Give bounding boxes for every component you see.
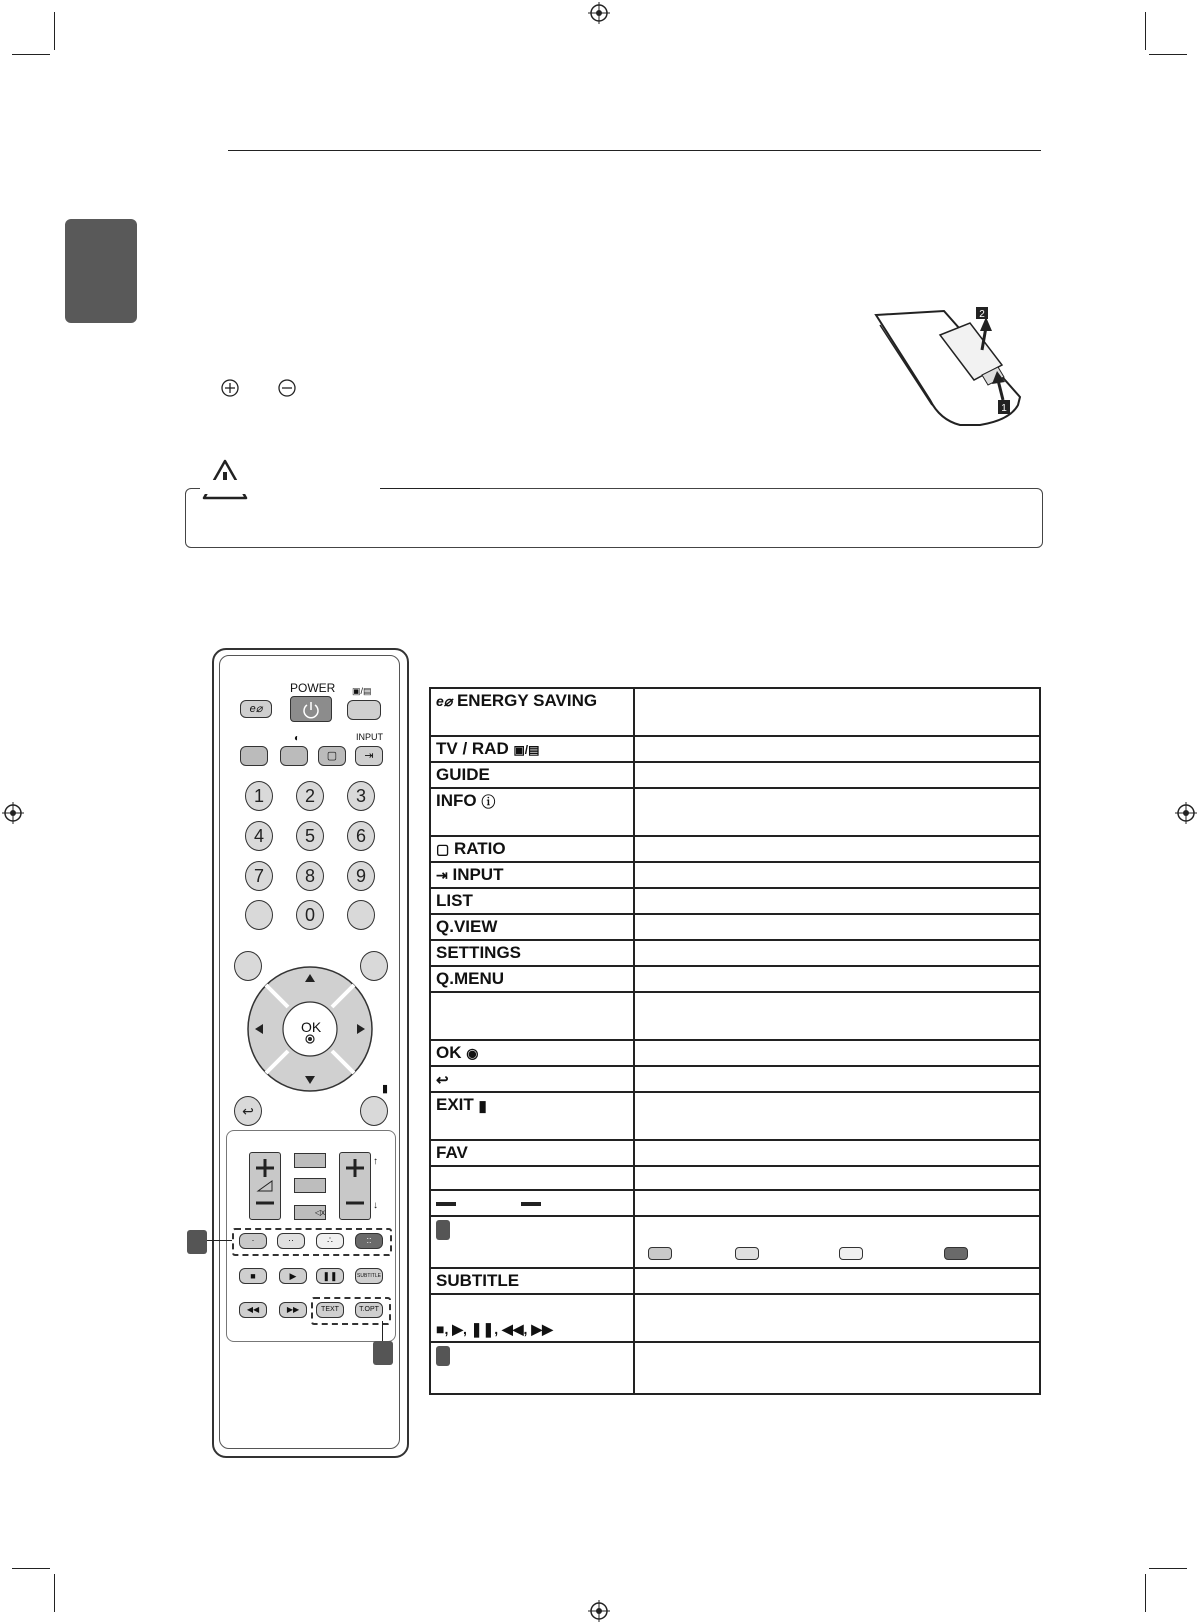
yellow-button-icon [839,1247,863,1260]
table-key-label: SETTINGS [436,943,522,962]
table-key-cell [430,862,634,888]
table-row [430,736,1040,762]
table-desc-cell [634,1040,1040,1066]
crop-mark [1149,54,1187,55]
callout-leader-a [207,1240,232,1241]
green-button[interactable]: ·· [277,1233,305,1249]
svg-text:1: 1 [1001,403,1007,414]
info-button[interactable] [280,746,308,766]
table-row [430,1190,1040,1216]
table-key-cell [430,1216,634,1268]
table-row [430,992,1040,1040]
table-key-cell [430,1166,634,1190]
power-button[interactable] [290,696,332,722]
table-key-label: INFO [436,791,477,810]
number-key-3[interactable]: 3 [347,781,375,811]
play-button[interactable]: ▶ [279,1268,307,1284]
table-row [430,1216,1040,1268]
crop-mark [12,54,50,55]
table-desc-cell [634,1092,1040,1140]
text-button[interactable]: TEXT [316,1302,344,1318]
mute-button[interactable]: ◁x [294,1205,326,1220]
exit-icon: ▮ [382,1083,389,1095]
table-desc-cell [634,688,1040,736]
ok-dot-icon: ◉ [466,1045,479,1062]
table-row [430,1140,1040,1166]
blue-button[interactable]: :: [355,1233,383,1249]
table-key-cell [430,1342,634,1394]
callout-marker-b [373,1341,393,1365]
table-key-label: ENERGY SAVING [456,691,598,710]
table-row [430,862,1040,888]
table-key-cell [430,688,634,736]
table-desc-cell [634,914,1040,940]
number-key-0[interactable]: 0 [296,900,324,930]
volume-bar-icon [436,1202,456,1206]
subtitle-button[interactable]: SUBTITLE [355,1268,383,1284]
input-label: INPUT [356,732,383,742]
table-key-cell [430,736,634,762]
callout-marker-a [187,1230,207,1254]
back-button[interactable]: ↩ [234,1096,262,1126]
green-button-icon [735,1247,759,1260]
page-up-icon: ↑ [373,1156,378,1167]
table-desc-cell [634,1066,1040,1092]
table-key-label: LIST [436,891,473,910]
table-desc-cell [634,762,1040,788]
exit-door-icon: ▮ [478,1097,487,1115]
table-key-cell [430,992,634,1040]
crop-mark [54,1574,55,1612]
table-desc-cell [634,1190,1040,1216]
volume-icon [250,1153,280,1219]
table-key-label: GUIDE [436,765,490,784]
table-key-label: FAV [436,1143,468,1162]
table-key-cell [430,940,634,966]
guide-button[interactable] [240,746,268,766]
table-row [430,940,1040,966]
callout-marker-b-icon [436,1346,450,1366]
plus-polarity-icon [220,378,240,398]
input-icon: ⇥ [436,867,448,884]
table-row [430,1066,1040,1092]
input-button[interactable]: ⇥ [355,746,383,766]
page-down-icon: ↓ [373,1200,378,1211]
table-key-label: RATIO [453,839,506,858]
table-key-cell [430,1294,634,1342]
tv-rad-icon: ▣/▤ [513,742,540,757]
table-key-cell [430,1066,634,1092]
caution-box [185,488,1043,548]
table-key-cell [430,836,634,862]
table-key-cell [430,966,634,992]
info-icon: ⓘ [481,793,496,810]
tv-rad-icon: ▣/▤ [352,686,372,696]
ratio-indicator-icon: ◐ [294,733,301,744]
power-label: POWER [290,681,336,695]
rewind-button[interactable]: ◀◀ [239,1302,267,1318]
yellow-button[interactable]: ∴ [316,1233,344,1249]
table-row [430,966,1040,992]
table-key-label: INPUT [452,865,504,884]
minus-polarity-icon [277,378,297,398]
caution-rule [380,488,480,489]
number-key-5[interactable]: 5 [296,821,324,851]
table-key-cell [430,914,634,940]
playback-symbols: ■, ▶, ❚❚, ◀◀, ▶▶ [436,1321,553,1337]
table-desc-cell [634,1342,1040,1394]
key-function-table [429,687,1041,1395]
number-key-9[interactable]: 9 [347,861,375,891]
back-icon: ↩ [436,1071,449,1089]
battery-cover-illustration [870,305,1030,435]
table-key-cell [430,888,634,914]
table-desc-cell [634,1294,1040,1342]
energy-saving-button[interactable]: e⌀ [240,700,272,718]
pause-button[interactable]: ❚❚ [316,1268,344,1284]
table-row [430,688,1040,736]
energy-saving-icon: e⌀ [436,693,453,710]
table-key-label: Q.VIEW [436,917,498,936]
table-desc-cell [634,862,1040,888]
table-desc-cell [634,836,1040,862]
number-key-2[interactable]: 2 [296,781,324,811]
table-row [430,1342,1040,1394]
table-key-label: TV / RAD [436,739,509,758]
callout-marker-a-icon [436,1220,450,1240]
table-key-cell [430,1092,634,1140]
channel-rocker[interactable] [339,1152,371,1220]
svg-text:2: 2 [979,309,985,320]
table-desc-cell [634,1166,1040,1190]
table-desc-cell [634,1140,1040,1166]
crop-mark [1149,1568,1187,1569]
registration-mark-left [2,802,24,824]
volume-rocker[interactable] [249,1152,281,1220]
qview-button[interactable] [347,900,375,930]
table-row [430,788,1040,836]
registration-mark-right [1175,802,1197,824]
crop-mark [12,1568,50,1569]
stop-button[interactable]: ■ [239,1268,267,1284]
table-desc-cell [634,992,1040,1040]
table-desc-cell [634,1216,1040,1268]
table-row [430,1092,1040,1140]
table-desc-text [640,1219,1034,1239]
power-icon [291,697,331,721]
table-key-cell [430,788,634,836]
number-key-7[interactable]: 7 [245,861,273,891]
number-key-8[interactable]: 8 [296,861,324,891]
channel-bar-icon [521,1202,541,1206]
red-button-icon [648,1247,672,1260]
crop-mark [1145,1574,1146,1612]
number-key-6[interactable]: 6 [347,821,375,851]
table-key-cell [430,1040,634,1066]
registration-mark-top [588,2,610,24]
fav-button[interactable] [294,1153,326,1168]
table-desc-cell [634,788,1040,836]
chapter-tab [65,219,137,323]
blue-button-icon [944,1247,968,1260]
table-row [430,888,1040,914]
table-key-label: OK [436,1043,462,1062]
ok-label: OK [301,1019,322,1035]
table-row [430,1294,1040,1342]
table-key-label: EXIT [436,1095,474,1114]
callout-leader-b [382,1321,383,1341]
table-desc-cell [634,966,1040,992]
table-desc-cell [634,940,1040,966]
ratio-icon: ▢ [436,841,450,858]
crop-mark [1145,12,1146,50]
channel-icon [340,1153,370,1219]
crop-mark [54,12,55,50]
table-row [430,1268,1040,1294]
ratio-button[interactable]: ▢ [318,746,346,766]
table-row [430,1166,1040,1190]
table-key-label: Q.MENU [436,969,504,988]
tv-rad-button[interactable] [347,700,381,720]
topt-button[interactable]: T.OPT [355,1302,383,1318]
number-key-4[interactable]: 4 [245,821,273,851]
table-key-cell [430,1190,634,1216]
table-desc-cell [634,888,1040,914]
table-row [430,762,1040,788]
center-button[interactable] [294,1178,326,1193]
list-button[interactable] [245,900,273,930]
number-key-1[interactable]: 1 [245,781,273,811]
fast-forward-button[interactable]: ▶▶ [279,1302,307,1318]
header-rule [228,150,1041,151]
table-key-cell [430,1268,634,1294]
table-key-cell [430,1140,634,1166]
table-desc-cell [634,736,1040,762]
table-row [430,1040,1040,1066]
table-row [430,836,1040,862]
table-desc-cell [634,1268,1040,1294]
red-button[interactable]: · [239,1233,267,1249]
table-key-label: SUBTITLE [436,1271,520,1290]
exit-button[interactable] [360,1096,388,1126]
caution-title-gap [200,480,380,494]
table-key-cell [430,762,634,788]
registration-mark-bottom [588,1600,610,1622]
table-row [430,914,1040,940]
